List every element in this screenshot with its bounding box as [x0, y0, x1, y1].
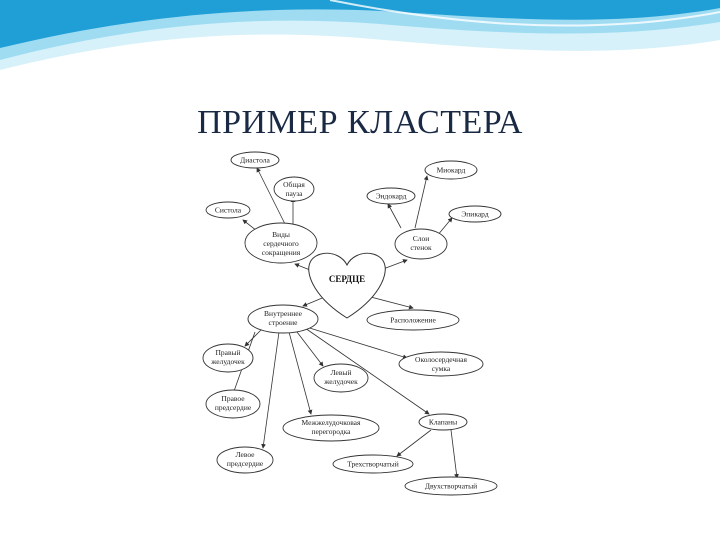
edge-heart-raspolozhenie	[367, 296, 413, 308]
header-wave-decoration	[0, 0, 720, 90]
node-trekh-label: Трехстворчатый	[347, 459, 399, 469]
node-raspolozhenie	[367, 310, 459, 330]
node-klapany	[419, 414, 467, 430]
node-epikard	[449, 206, 501, 222]
node-diastola-label: Диастола	[240, 155, 270, 165]
node-pravoe-predserdie	[206, 390, 260, 418]
node-vidy-sokrashcheniya	[245, 223, 317, 263]
node-mezh-line2: перегородка	[311, 427, 351, 436]
edge-vnutr-mezhzheludochkovaya	[289, 332, 311, 414]
node-endokard-label: Эндокард	[375, 191, 407, 201]
node-epikard-label: Эпикард	[461, 209, 489, 219]
node-levyy-line2: желудочек	[324, 377, 358, 386]
node-diastola	[231, 152, 279, 168]
edge-vnutr-levoe-predserdie	[263, 332, 279, 448]
node-mezh-line1: Межжелудочковая	[301, 418, 361, 427]
node-trekhstvorchatyy	[333, 455, 413, 473]
edge-sloi-miokard	[415, 176, 427, 228]
node-miokard-label: Миокард	[436, 165, 466, 175]
node-sistola	[206, 202, 250, 218]
node-pravoe-line1: Правое	[221, 394, 245, 403]
node-sloi-stenok	[395, 229, 447, 259]
node-vidy-line2: сердечного	[263, 239, 299, 248]
node-levyy-line1: Левый	[330, 368, 352, 377]
node-okoloserdechnaya-sumka	[399, 352, 483, 376]
node-dvukh-label: Двухстворчатый	[424, 481, 478, 491]
edge-klapany-dvukh	[451, 430, 457, 478]
edge-klapany-trekh	[397, 430, 431, 456]
edge-sloi-endokard	[388, 204, 401, 228]
node-sloi-line1: Слои	[412, 234, 430, 243]
node-levoe-line1: Левое	[235, 450, 255, 459]
node-pauza-line2: пауза	[285, 189, 303, 198]
slide-title: ПРИМЕР КЛАСТЕРА	[197, 104, 523, 141]
node-vnutrennee-stroenie	[248, 305, 318, 333]
heart-label: СЕРДЦЕ	[328, 274, 366, 284]
node-endokard	[367, 188, 415, 204]
node-pravyy-zheludochek	[203, 344, 253, 372]
node-pravoe-line2: предсердие	[214, 403, 252, 412]
node-raspolozhenie-label: Расположение	[390, 315, 436, 325]
node-mezhzheludochkovaya-peregorodka	[283, 415, 379, 441]
node-vidy-line1: Виды	[272, 230, 290, 239]
node-pravyy-line2: желудочек	[211, 357, 245, 366]
edge-vnutr-levyy	[297, 332, 323, 366]
cluster-diagram	[195, 146, 515, 501]
node-levoe-line2: предсердие	[226, 459, 264, 468]
node-levoe-predserdie	[217, 447, 273, 473]
node-vnutr-line1: Внутреннее	[264, 309, 302, 318]
node-vnutr-line2: строение	[268, 318, 298, 327]
node-vidy-line3: сокращения	[261, 248, 301, 257]
node-sistola-label: Систола	[214, 205, 242, 215]
node-sloi-line2: стенок	[410, 243, 432, 252]
node-levyy-zheludochek	[314, 364, 368, 392]
node-klapany-label: Клапаны	[428, 417, 458, 427]
edge-vnutr-okoloserdechnaya	[303, 326, 407, 358]
node-pravyy-line1: Правый	[215, 348, 241, 357]
node-pauza-line1: Общая	[283, 180, 305, 189]
node-miokard	[425, 161, 477, 179]
node-dvukhstvorchatyy	[405, 477, 497, 495]
node-okolo-line2: сумка	[431, 364, 451, 373]
heart-center-node	[309, 253, 386, 318]
node-obshchaya-pauza	[274, 177, 314, 201]
node-okolo-line1: Околосердечная	[415, 355, 467, 364]
